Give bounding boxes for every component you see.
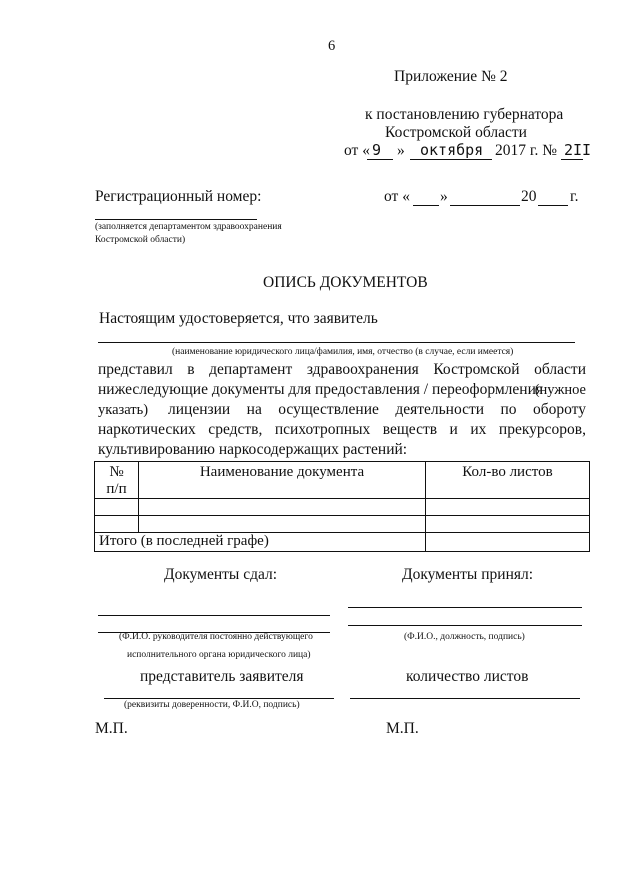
registration-note-1: (заполняется департаментом здравоохранения [95,222,282,232]
table-cell[interactable] [139,516,426,533]
applicant-rep-caption: (реквизиты доверенности, Ф.И.О, подпись) [124,700,300,710]
reg-date-mid: » [440,188,448,205]
appendix-line2: Костромской области [385,124,527,141]
col-sheets-header: Кол-во листов [426,462,590,499]
table-cell[interactable] [426,499,590,516]
document-title: ОПИСЬ ДОКУМЕНТОВ [263,274,428,291]
received-caption: (Ф.И.О., должность, подпись) [404,632,525,642]
body-line-2-note: (нужное [534,382,586,398]
sheet-count-line[interactable] [350,698,580,699]
applicant-rep-label: представитель заявителя [140,668,304,685]
stamp-left: М.П. [95,720,128,737]
table-total-row [95,533,590,552]
table-header-row [95,462,590,499]
applicant-caption: (наименование юридического лица/фамилия, имя, отчество (в случае, если имеется) [172,347,514,357]
appendix-line1: к постановлению губернатора [365,106,564,123]
table-row [95,516,590,533]
reg-year-suffix: г. [570,188,579,205]
col-name-header: Наименование документа [139,462,426,499]
submitted-heading: Документы сдал: [164,566,278,583]
body-line-2 [98,380,586,400]
body-line-2-text: нижеследующие документы для предоставления / переоформления [98,381,543,398]
sheet-count-label: количество листов [406,668,529,685]
body-line-3-note: указать) [98,402,149,418]
page-number: 6 [328,38,336,54]
submitted-caption-2: исполнительного органа юридического лица) [127,650,311,660]
date-day: 9 [372,141,382,159]
applicant-rep-line[interactable] [104,698,334,699]
intro-text: Настоящим удостоверяется, что заявитель [99,310,378,327]
reg-date-prefix: от « [384,188,410,205]
body-line-4: наркотических средств, психотропных веществ и их прекурсоров, [98,421,586,438]
body-line-5: культивированию наркосодержащих растений: [98,441,408,458]
table-cell[interactable] [139,499,426,516]
submitted-signature-line[interactable] [98,615,330,616]
date-month: октября [420,141,484,159]
received-heading: Документы принял: [402,566,534,583]
applicant-name-line[interactable] [98,342,575,343]
table-cell[interactable] [95,516,139,533]
registration-note-2: Костромской области) [95,235,186,245]
body-line-1: представил в департамент здравоохранения Костромской области [98,361,586,378]
submitted-caption-1: (Ф.И.О. руководителя постоянно действующего [119,632,313,642]
registration-number-line[interactable] [95,219,257,220]
appendix-title: Приложение № 2 [394,68,508,85]
table-cell[interactable] [426,516,590,533]
body-line-3-text: лицензии на осуществление деятельности по обороту [168,401,586,418]
total-label: Итого (в последней графе) [95,533,426,552]
reg-year-prefix: 20 [521,188,537,205]
date-year: 2017 г. № [495,142,558,159]
date-prefix: от « [344,142,370,159]
stamp-right: М.П. [386,720,419,737]
received-name-line[interactable] [348,625,582,626]
col-number-header [95,462,139,499]
col-number-label: п/п [106,481,127,497]
total-value-cell[interactable] [426,533,590,552]
table-row [95,499,590,516]
date-mid: » [397,142,405,159]
col-number-symbol: № [109,464,124,480]
received-signature-line[interactable] [348,607,582,608]
documents-table [94,461,590,552]
decree-number: 2II [564,141,592,159]
registration-label: Регистрационный номер: [95,188,262,205]
table-cell[interactable] [95,499,139,516]
